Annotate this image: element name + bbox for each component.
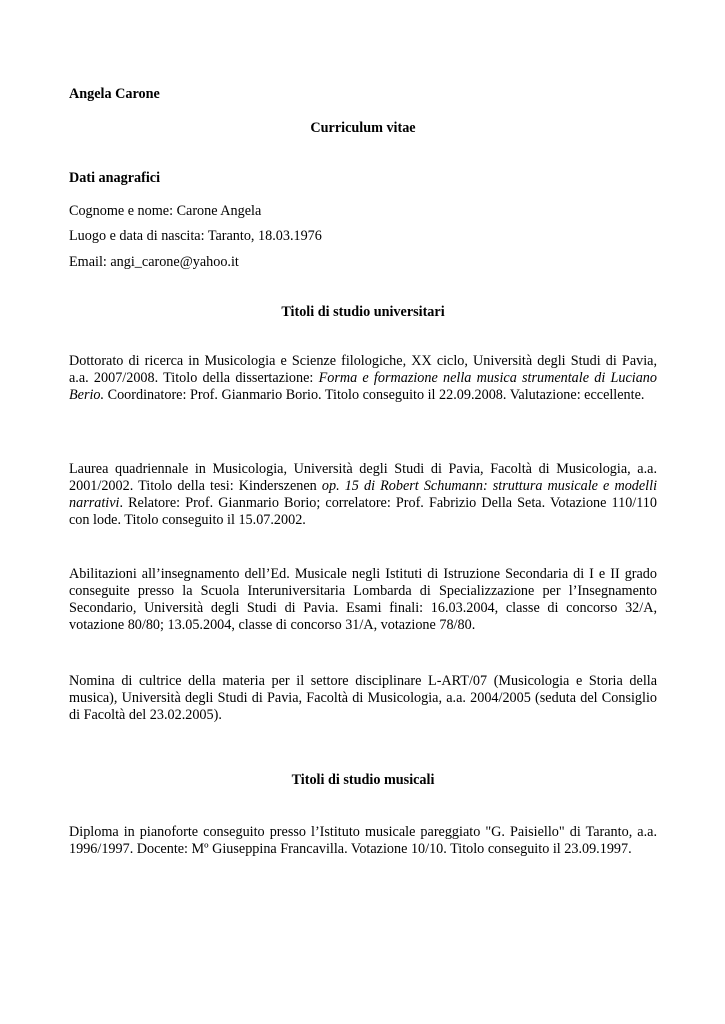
laurea-entry-text-2: . Relatore: Prof. Gianmario Borio; correlatore: Prof. Fabrizio Della Seta. Votazione 110/110 con lode. Titolo conseguito il 15.07.2002. bbox=[69, 495, 657, 528]
phd-entry-text-2: Coordinatore: Prof. Gianmario Borio. Titolo conseguito il 22.09.2008. Valutazione: eccellente. bbox=[104, 387, 645, 403]
personal-data-heading: Dati anagrafici bbox=[69, 170, 161, 186]
music-section-heading: Titoli di studio musicali bbox=[291, 772, 435, 788]
abilitazioni-entry: Abilitazioni all’insegnamento dell’Ed. Musicale negli Istituti di Istruzione Secondaria di I e II grado conseguite presso la Scuola Interuniversitaria Lombarda di Specializzazione per l’Insegnamento Secondario, Università degli Studi di Pavia. Esami finali: 16.03.2004, classe di concorso 32/A, votazione 80/80; 13.05.2004, classe di concorso 31/A, votazione 78/80. bbox=[69, 566, 657, 633]
laurea-entry bbox=[69, 461, 657, 529]
laurea-entry-text: Laurea quadriennale in Musicologia, Università degli Studi di Pavia, Facoltà di Musicologia, a.a. 2001/2002. Titolo della tesi: Kinderszenen bbox=[69, 461, 657, 494]
university-section-heading: Titoli di studio universitari bbox=[281, 304, 445, 320]
author-name: Angela Carone bbox=[69, 86, 160, 102]
phd-dissertation-title: Forma e formazione nella musica strumentale di Luciano Berio. bbox=[69, 370, 657, 403]
cultrice-entry: Nomina di cultrice della materia per il settore disciplinare L-ART/07 (Musicologia e Storia della musica), Università degli Studi di Pavia, Facoltà di Musicologia, a.a. 2004/2005 (seduta del Consiglio di Facoltà del 23.02.2005). bbox=[69, 673, 657, 723]
document-title: Curriculum vitae bbox=[310, 120, 416, 136]
phd-entry bbox=[69, 353, 657, 404]
name-line: Cognome e nome: Carone Angela bbox=[69, 203, 262, 219]
email-line: Email: angi_carone@yahoo.it bbox=[69, 254, 239, 270]
diploma-entry: Diploma in pianoforte conseguito presso l’Istituto musicale pareggiato "G. Paisiello" di Taranto, a.a. 1996/1997. Docente: Mº Giuseppina Francavilla. Votazione 10/10. Titolo conseguito il 23.09.1997. bbox=[69, 824, 657, 857]
phd-entry-text: Dottorato di ricerca in Musicologia e Scienze filologiche, XX ciclo, Università degli Studi di Pavia, a.a. 2007/2008. Titolo della dissertazione: bbox=[69, 353, 657, 386]
laurea-thesis-title: op. 15 di Robert Schumann: struttura musicale e modelli narrativi bbox=[69, 478, 658, 511]
birth-line: Luogo e data di nascita: Taranto, 18.03.1976 bbox=[69, 228, 322, 244]
